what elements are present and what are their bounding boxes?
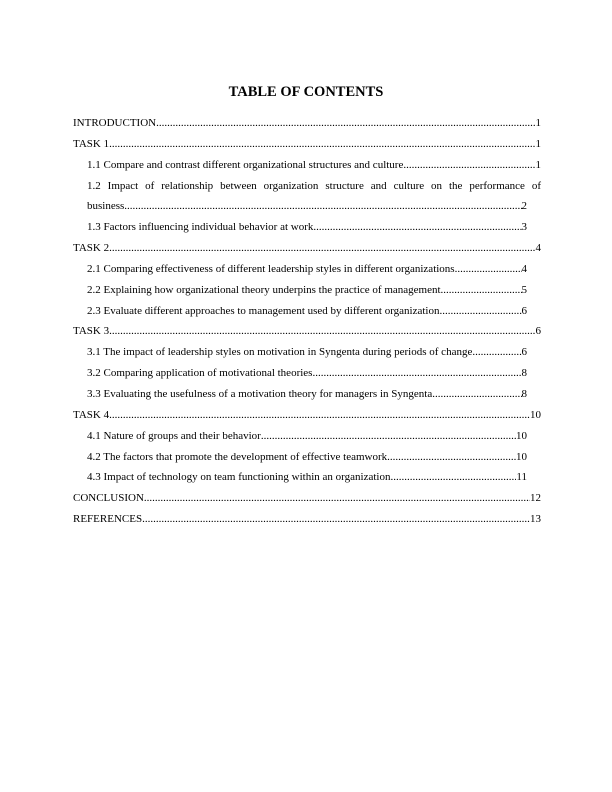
toc-page-number: 1 <box>535 117 541 129</box>
toc-entry-3-1[interactable] <box>73 342 527 363</box>
dot-leader <box>403 155 535 176</box>
toc-page-number: 4 <box>521 262 527 275</box>
toc-entry-task-3[interactable] <box>73 321 541 342</box>
toc-entry-task-2[interactable] <box>73 238 541 259</box>
dot-leader <box>432 384 521 405</box>
toc-entry-label-line1: 1.2 Impact of relationship between organization structure and culture on the performance of <box>87 179 541 192</box>
toc-entry-task-1[interactable] <box>73 134 541 155</box>
dot-leader <box>439 301 521 322</box>
toc-entry-label: 4.3 Impact of technology on team functioning within an organization <box>87 471 391 484</box>
toc-page-number: 3 <box>521 221 527 234</box>
toc-page-number: 1 <box>535 137 541 150</box>
toc-entry-label: TASK 1 <box>73 137 110 150</box>
toc-entry-4-2[interactable] <box>73 447 527 468</box>
toc-entry-references[interactable] <box>73 509 541 530</box>
toc-entry-2-3[interactable] <box>73 301 527 322</box>
toc-entry-task-4[interactable] <box>73 405 541 426</box>
dot-leader <box>312 363 521 384</box>
toc-entry-label: 3.2 Comparing application of motivational theories <box>87 367 313 380</box>
dot-leader <box>441 280 522 301</box>
dot-leader <box>144 488 530 509</box>
toc-entry-label: TASK 3 <box>73 325 110 338</box>
toc-entry-label: 4.2 The factors that promote the development of effective teamwork <box>87 450 388 463</box>
toc-page-number: 1 <box>535 158 541 171</box>
toc-entry-conclusion[interactable] <box>73 488 541 509</box>
toc-page-number: 10 <box>530 408 541 421</box>
toc-page-number: 4 <box>535 242 541 255</box>
toc-entry-label: 1.1 Compare and contrast different organizational structures and culture <box>87 158 404 171</box>
toc-entry-3-3[interactable] <box>73 384 527 405</box>
table-of-contents <box>73 113 541 530</box>
toc-page-number: 13 <box>530 513 541 526</box>
dot-leader <box>387 447 516 468</box>
dot-leader <box>109 134 535 155</box>
toc-entry-3-2[interactable] <box>73 363 527 384</box>
toc-page-number: 5 <box>521 283 527 296</box>
toc-entry-1-1[interactable] <box>73 155 541 176</box>
toc-entry-4-3[interactable] <box>73 467 527 488</box>
toc-entry-label: TASK 2 <box>73 242 110 255</box>
toc-entry-1-2[interactable] <box>73 176 541 218</box>
toc-page-number: 6 <box>521 346 527 359</box>
dot-leader <box>472 342 521 363</box>
toc-page-number: 8 <box>521 387 527 400</box>
dot-leader <box>142 509 530 530</box>
toc-entry-label: 3.3 Evaluating the usefulness of a motivation theory for managers in Syngenta <box>87 387 433 400</box>
toc-entry-label: 4.1 Nature of groups and their behavior <box>87 429 261 442</box>
dot-leader <box>261 426 516 447</box>
toc-entry-label: INTRODUCTION <box>73 117 157 129</box>
toc-entry-label: 1.3 Factors influencing individual behavior at work <box>87 221 314 234</box>
dot-leader <box>124 196 521 217</box>
dot-leader <box>109 405 530 426</box>
toc-entry-label: 2.1 Comparing effectiveness of different leadership styles in different organizations <box>87 262 455 275</box>
dot-leader <box>313 217 521 238</box>
dot-leader <box>109 238 535 259</box>
toc-entry-label: REFERENCES <box>73 513 143 526</box>
toc-entry-label: 3.1 The impact of leadership styles on motivation in Syngenta during periods of change <box>87 346 473 359</box>
toc-entry-introduction[interactable] <box>73 113 541 134</box>
dot-leader <box>390 467 516 488</box>
toc-entry-label: TASK 4 <box>73 408 110 421</box>
dot-leader <box>109 321 535 342</box>
dot-leader <box>156 113 535 134</box>
toc-entry-label: CONCLUSION <box>73 492 144 505</box>
dot-leader <box>455 259 522 280</box>
toc-page-number: 8 <box>521 367 527 380</box>
toc-entry-label-line2: business <box>87 200 125 213</box>
toc-page-number: 11 <box>516 471 527 484</box>
toc-page-number: 10 <box>516 429 527 442</box>
toc-entry-2-2[interactable] <box>73 280 527 301</box>
toc-page-number: 10 <box>516 450 527 463</box>
toc-entry-1-3[interactable] <box>73 217 527 238</box>
toc-entry-label: 2.3 Evaluate different approaches to management used by different organization <box>87 304 440 317</box>
toc-entry-4-1[interactable] <box>73 426 527 447</box>
toc-page-number: 12 <box>530 492 541 505</box>
toc-entry-2-1[interactable] <box>73 259 527 280</box>
toc-title: TABLE OF CONTENTS <box>228 84 384 100</box>
toc-page-number: 6 <box>535 325 541 338</box>
toc-page-number: 2 <box>521 200 527 213</box>
toc-page-number: 6 <box>521 304 527 317</box>
toc-entry-label: 2.2 Explaining how organizational theory underpins the practice of management <box>87 283 441 296</box>
